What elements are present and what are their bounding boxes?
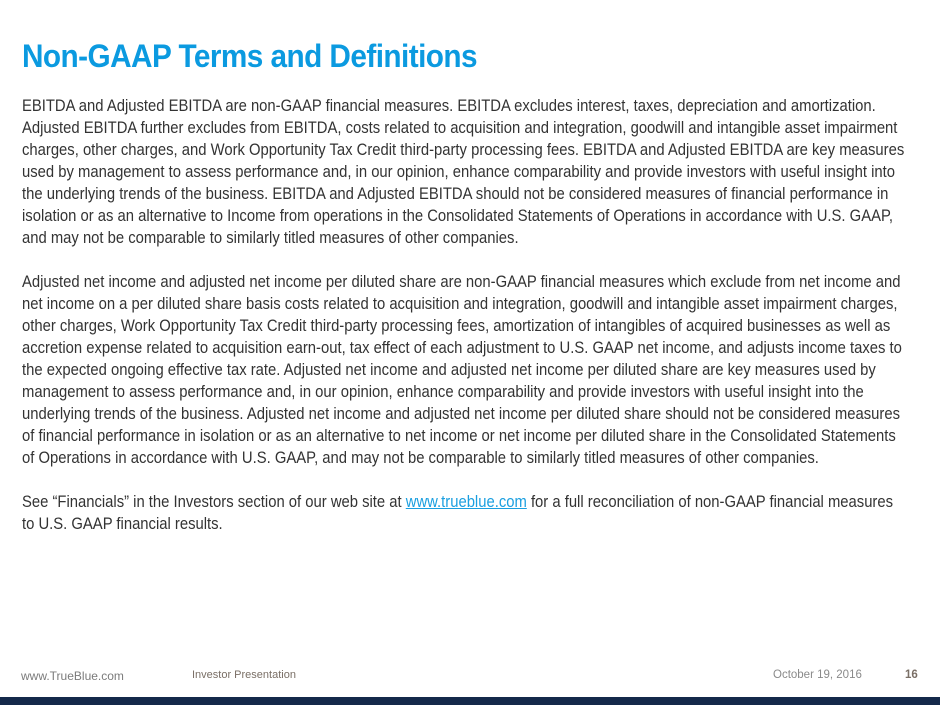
text-segment: for a full reconciliation of non-GAAP financial measures <box>526 493 894 511</box>
page-number: 16 <box>905 669 918 681</box>
text-line: and may not be comparable to similarly titled measures of other companies. <box>22 229 519 247</box>
text-line <box>22 491 914 513</box>
text-line: charges, other charges, and Work Opportunity Tax Credit third-party processing fees. EBITDA and Adjusted EBITDA are key measures <box>22 141 905 159</box>
paragraph-spacer <box>22 249 914 271</box>
paragraph-adjusted-net-income <box>22 271 914 469</box>
text-line: isolation or as an alternative to Income from operations in the Consolidated Statements of Operations in accordance with U.S. GAAP, <box>22 207 894 225</box>
body-text <box>22 95 914 535</box>
text-line: underlying trends of the business. Adjusted net income and adjusted net income per diluted share should not be considered measures <box>22 405 900 423</box>
footer-url: www.TrueBlue.com <box>21 669 124 683</box>
text-line: Adjusted net income and adjusted net income per diluted share are non-GAAP financial measures which exclude from net income and <box>22 273 901 291</box>
text-line: other charges, Work Opportunity Tax Credit third-party processing fees, amortization of intangibles of acquired businesses as well as <box>22 317 891 335</box>
text-line: of financial performance in isolation or as an alternative to net income or net income per diluted share in the Consolidated Statements <box>22 427 896 445</box>
footer-presentation-label: Investor Presentation <box>192 669 296 681</box>
text-line: the underlying trends of the business. EBITDA and Adjusted EBITDA should not be considered measures of financial performance in <box>22 185 889 203</box>
trueblue-website-link[interactable]: www.trueblue.com <box>405 493 527 511</box>
paragraph-ebitda <box>22 95 914 249</box>
paragraph-see-financials <box>22 491 914 535</box>
text-segment: See “Financials” in the Investors section of our web site at <box>22 493 406 511</box>
footer-bar <box>0 697 940 705</box>
text-line: used by management to assess performance and, in our opinion, enhance comparability and provide investors with useful insight into <box>22 163 896 181</box>
text-line: EBITDA and Adjusted EBITDA are non-GAAP financial measures. EBITDA excludes interest, taxes, depreciation and amortization. <box>22 97 876 115</box>
text-line: of Operations in accordance with U.S. GAAP, and may not be comparable to similarly titled measures of other companies. <box>22 449 819 467</box>
paragraph-spacer <box>22 469 914 491</box>
text-line: Adjusted EBITDA further excludes from EBITDA, costs related to acquisition and integration, goodwill and intangible asset impairment <box>22 119 898 137</box>
page-title: Non-GAAP Terms and Definitions <box>22 38 478 74</box>
text-line: management to assess performance and, in our opinion, enhance comparability and provide investors with useful insight into the <box>22 383 864 401</box>
text-line: net income on a per diluted share basis costs related to acquisition and integration, goodwill and intangible asset impairment charges, <box>22 295 898 313</box>
text-line: accretion expense related to acquisition earn-out, tax effect of each adjustment to U.S. GAAP net income, and adjusts income taxes to <box>22 339 902 357</box>
text-line: the expected ongoing effective tax rate. Adjusted net income and adjusted net income per diluted share are key measures used by <box>22 361 876 379</box>
footer-date: October 19, 2016 <box>773 669 862 681</box>
text-line: to U.S. GAAP financial results. <box>22 515 223 533</box>
